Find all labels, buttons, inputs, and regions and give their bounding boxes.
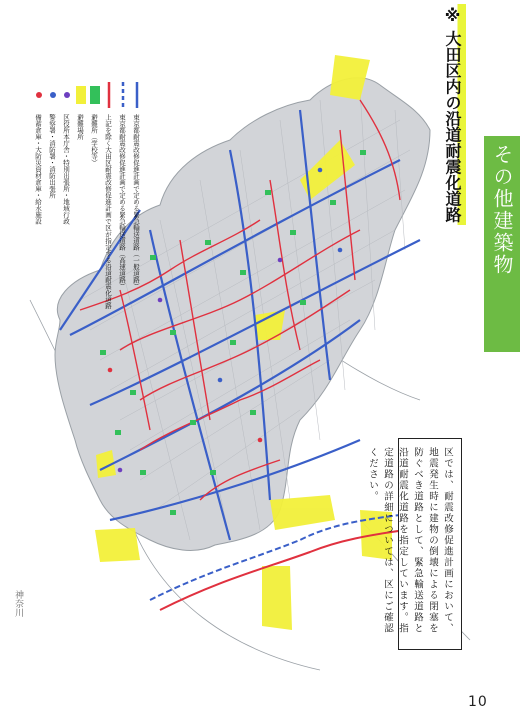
legend-label: 東京都耐震改修促進計画で定める緊急輸送道路（一般道路）: [132, 114, 140, 290]
info-box: [367, 438, 462, 650]
page-number: 10: [468, 694, 488, 710]
legend-item-storage: [32, 80, 46, 312]
legend: [34, 80, 144, 312]
legend-label: 避難所（学校等）: [90, 114, 98, 166]
legend-item-designated-road: [102, 80, 116, 312]
legend-label: 避難場所: [76, 114, 84, 140]
legend-item-ward-office: [60, 80, 74, 312]
legend-item-shelter: [88, 80, 102, 312]
red-dot-swatch: [32, 80, 46, 110]
red-line-swatch: [102, 80, 116, 110]
category-tab: [484, 136, 520, 352]
legend-label: 警察署・消防署・消防出張所: [48, 114, 56, 199]
section-title: [438, 4, 466, 252]
legend-label: 備蓄倉庫・大防災資材倉庫・給水施設: [34, 114, 42, 225]
green-rect-swatch: [88, 80, 102, 110]
legend-item-emergency-general: [130, 80, 144, 312]
category-tab-label: その他建築物: [490, 144, 514, 276]
purple-dot-swatch: [60, 80, 74, 110]
legend-item-emergency-expressway: [116, 80, 130, 312]
info-box-text: 区では、耐震改修促進計画において、地震発生時に建物の倒壊による閉塞を防ぐべき道路として、緊急輸送道路と沿道耐震化道路を指定しています。指定道路の詳細については、区にご確認ください。: [367, 447, 453, 634]
legend-item-evacuation: [74, 80, 88, 312]
section-title-text: ※ 大田区内の沿道耐震化道路: [438, 4, 466, 225]
blue-dash-swatch: [116, 80, 130, 110]
river-label: 神奈川: [13, 590, 23, 617]
legend-label: 東京都耐震改修促進計画で定める緊急輸送道路（高速道路）: [118, 114, 126, 290]
legend-item-police-fire: [46, 80, 60, 312]
blue-line-swatch: [130, 80, 144, 110]
blue-dot-swatch: [46, 80, 60, 110]
yellow-rect-swatch: [74, 80, 88, 110]
legend-label: 区役所本庁舎・特別出張所・地域行政: [62, 114, 70, 225]
legend-label: 上記を除く大田区耐震改修促進計画で区が指定する沿道耐震化道路: [104, 114, 112, 309]
